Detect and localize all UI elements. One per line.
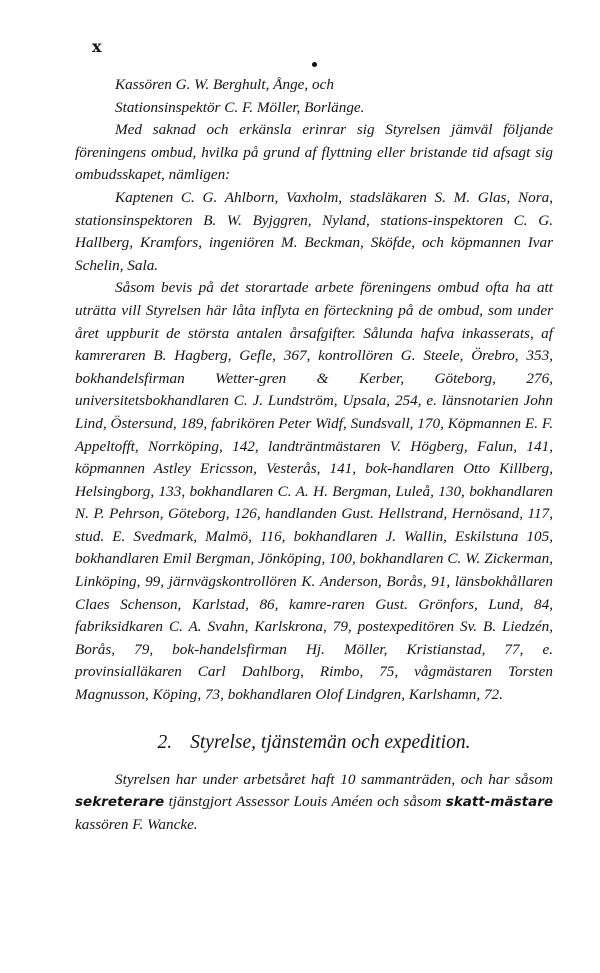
section-title: Styrelse, tjänstemän och expedition. <box>190 731 471 753</box>
final-text-2: tjänstgjort Assessor Louis Améen och såsom <box>168 793 442 811</box>
paragraph-5: Såsom bevis på det storartade arbete föreningens ombud ofta ha att uträtta vill Styrelsen här låta inflyta en förteckning på de ombud, som under året uppburit de största antalen årsafgifter. Sålunda hafva inkasserats, af kamreraren B. Hagberg, Gefle, 367, kontrollören G. Steele, Örebro, 353, bokhandelsfirman Wetter-gren & Kerber, Göteborg, 276, universitetsbokhandlaren C. J. Lundström, Upsala, 254, e. länsnotarien John Lind, Östersund, 189, fabrikören Peter Widf, Sundsvall, 170, Köpmannen E. F. Appeltofft, Norrköping, 142, landträntmästaren V. Högberg, Falun, 141, köpmannen Astley Ericsson, Vesterås, 141, bok-handlaren Otto Killberg, Helsingborg, 133, bokhandlaren C. A. H. Bergman, Luleå, 130, bokhandlaren N. P. Pehrson, Göteborg, 126, handlanden Gust. Hellstrand, Hernösand, 117, stud. E. Svedmark, Malmö, 116, bokhandlaren J. Wallin, Eskilstuna 105, bokhandlaren Emil Bergman, Jönköping, 100, bokhandlaren C. W. Zickerman, Linköping, 99, järnvägskontrollören K. Anderson, Borås, 91, länsbokhållaren Claes Schenson, Karlstad, 86, kamre-raren Gust. Grönfors, Lund, 84, fabriksidkaren C. A. Svahn, Karlskrona, 79, postexpeditören Sv. B. Liedzén, Borås, 79, bok-handelsfirman Hj. Möller, Kristianstad, 77, e. provinsialläkaren Carl Dahlborg, Rimbo, 75, vågmästaren Torsten Magnusson, Köping, 73, bokhandlaren Olof Lindgren, Karlshamn, 72. <box>75 279 553 704</box>
ink-dot <box>312 62 317 67</box>
paragraph-4: Kaptenen C. G. Ahlborn, Vaxholm, stadsläkaren S. M. Glas, Nora, stationsinspektoren B. W. Byjggren, Nyland, stations-inspektoren C. G. Hallberg, Kramfors, ingeniören M. Beckman, Sköfde, och köpmannen Ivar Schelin, Sala. <box>75 188 553 274</box>
page-number: x <box>92 37 102 56</box>
final-paragraph <box>75 769 553 837</box>
text-column <box>75 74 553 836</box>
paragraph-2: Stationsinspektör C. F. Möller, Borlänge. <box>115 98 365 116</box>
paragraph-1: Kassören G. W. Berghult, Ånge, och <box>115 76 334 93</box>
final-bold-2: skatt-mästare <box>445 794 554 811</box>
final-text-1: Styrelsen har under arbetsåret haft 10 sammanträden, och har såsom <box>115 770 553 788</box>
section-number: 2. <box>157 731 173 753</box>
final-bold-1: sekreterare <box>75 794 165 811</box>
paragraph-3: Med saknad och erkänsla erinrar sig Styrelsen jämväl följande föreningens ombud, hvilka på grund af flyttning eller bristande tid afsagt sig ombudsskapet, nämligen: <box>75 121 553 184</box>
section-heading <box>75 729 553 757</box>
final-text-3: kassören F. Wancke. <box>75 815 198 833</box>
